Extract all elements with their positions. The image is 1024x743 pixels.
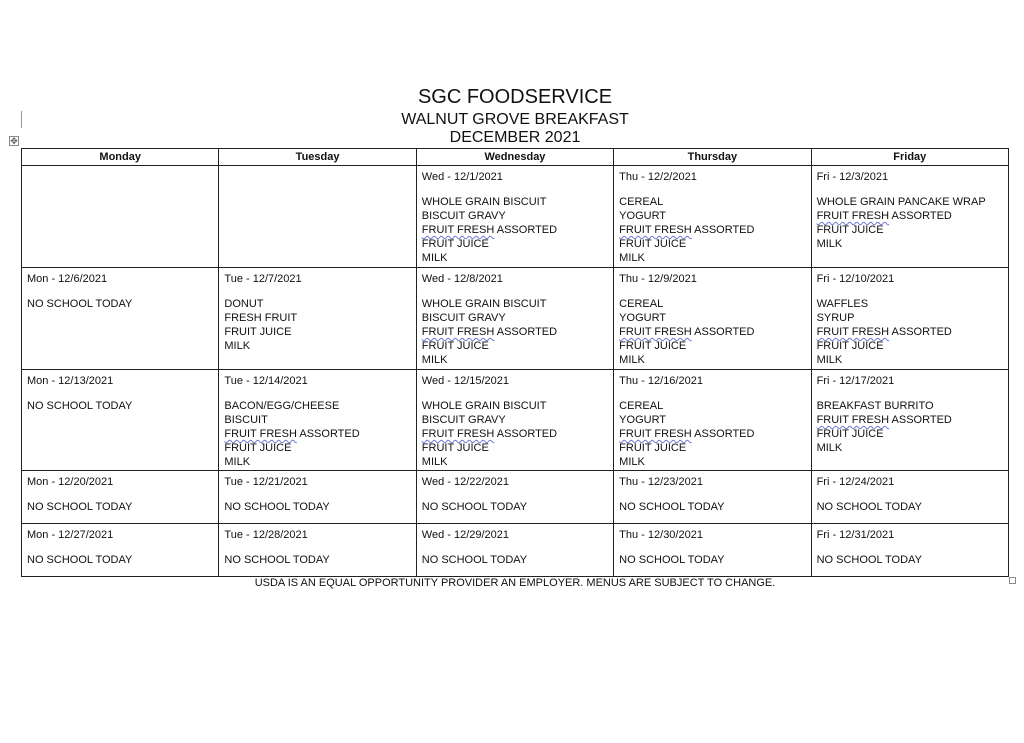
day-date: Tue - 12/7/2021 [224,273,302,285]
day-date: Fri - 12/3/2021 [816,171,889,183]
menu-item: MILK [816,354,843,366]
day-cell-friday [811,370,1008,471]
menu-item: NO SCHOOL TODAY [27,298,133,310]
menu-item: FRUIT FRESH ASSORTED [816,210,952,222]
week-row [22,166,1009,268]
menu-item: WAFFLES [816,298,869,310]
menu-item: NO SCHOOL TODAY [224,554,330,566]
day-date: Mon - 12/20/2021 [27,476,114,488]
week-row [22,524,1009,577]
menu-item: FRUIT JUICE [421,340,489,352]
menu-item: MILK [816,442,843,454]
menu-item: FRUIT FRESH ASSORTED [816,414,952,426]
menu-item: FRUIT FRESH ASSORTED [224,428,360,440]
menu-item: NO SCHOOL TODAY [816,501,922,513]
day-date: Wed - 12/1/2021 [421,171,503,183]
menu-item: FRUIT JUICE [421,442,489,454]
day-date: Fri - 12/31/2021 [816,529,895,541]
day-cell-wednesday [416,471,613,524]
menu-item: FRUIT JUICE [619,442,687,454]
menu-item: NO SCHOOL TODAY [27,501,133,513]
menu-item: WHOLE GRAIN BISCUIT [421,196,547,208]
column-header-wednesday: Wednesday [416,149,613,166]
menu-item: FRUIT JUICE [816,224,884,236]
menu-item: FRUIT JUICE [816,340,884,352]
menu-item: FRUIT JUICE [224,326,292,338]
day-date: Thu - 12/30/2021 [619,529,703,541]
week-row [22,268,1009,370]
menu-item: FRUIT FRESH ASSORTED [619,428,755,440]
day-date: Fri - 12/17/2021 [816,375,895,387]
table-resize-handle-icon[interactable] [1009,577,1016,584]
day-cell-wednesday [416,166,613,268]
page-title: SGC FOODSERVICE [417,86,613,108]
day-cell-tuesday [219,370,416,471]
menu-item: MILK [224,456,251,468]
day-cell-monday [22,268,219,370]
menu-item: NO SCHOOL TODAY [27,554,133,566]
column-header-friday: Friday [811,149,1008,166]
day-cell-monday [22,370,219,471]
week-row [22,370,1009,471]
day-cell-friday [811,166,1008,268]
menu-item: BISCUIT GRAVY [421,414,506,426]
menu-item: FRUIT JUICE [816,428,884,440]
day-date: Tue - 12/14/2021 [224,375,308,387]
menu-item: FRUIT FRESH ASSORTED [421,224,558,236]
day-date: Wed - 12/8/2021 [421,273,503,285]
menu-item: CEREAL [619,298,664,310]
day-cell-thursday [614,524,811,577]
day-cell-wednesday [416,268,613,370]
menu-item: NO SCHOOL TODAY [816,554,922,566]
column-header-tuesday: Tuesday [219,149,416,166]
menu-item: FRESH FRUIT [224,312,298,324]
column-header-thursday: Thursday [614,149,811,166]
day-cell-tuesday [219,524,416,577]
menu-item: MILK [619,456,645,468]
day-cell-friday [811,471,1008,524]
day-cell-thursday [614,268,811,370]
menu-item: FRUIT FRESH ASSORTED [619,326,755,338]
menu-month: DECEMBER 2021 [449,129,581,146]
menu-item: YOGURT [619,312,667,324]
menu-item: MILK [421,354,448,366]
day-date: Fri - 12/10/2021 [816,273,895,285]
menu-item: NO SCHOOL TODAY [619,501,725,513]
menu-item: MILK [619,252,645,264]
menu-item: YOGURT [619,210,667,222]
day-cell-friday [811,268,1008,370]
menu-item: FRUIT JUICE [619,238,687,250]
day-date: Thu - 12/9/2021 [619,273,697,285]
menu-item: MILK [224,340,251,352]
menu-item: FRUIT JUICE [421,238,489,250]
menu-item: DONUT [224,298,264,310]
menu-item: FRUIT FRESH ASSORTED [816,326,952,338]
day-cell-monday [22,524,219,577]
day-cell-monday [22,471,219,524]
day-date: Fri - 12/24/2021 [816,476,895,488]
menu-item: BREAKFAST BURRITO [816,400,934,412]
day-date: Wed - 12/29/2021 [421,529,510,541]
footer-notice: USDA IS AN EQUAL OPPORTUNITY PROVIDER AN EMPLOYER. MENUS ARE SUBJECT TO CHANGE. [254,577,776,589]
menu-item: CEREAL [619,400,664,412]
menu-item: WHOLE GRAIN BISCUIT [421,400,547,412]
day-cell-thursday [614,370,811,471]
menu-item: FRUIT JUICE [619,340,687,352]
menu-item: FRUIT FRESH ASSORTED [421,326,558,338]
day-cell-thursday [614,166,811,268]
day-date: Mon - 12/6/2021 [27,273,108,285]
menu-item: WHOLE GRAIN BISCUIT [421,298,547,310]
menu-item: NO SCHOOL TODAY [27,400,133,412]
menu-item: BISCUIT [224,414,268,426]
week-row [22,471,1009,524]
menu-item: FRUIT FRESH ASSORTED [421,428,558,440]
table-move-handle-icon[interactable]: ✥ [10,136,18,146]
menu-item: NO SCHOOL TODAY [421,554,528,566]
day-date: Thu - 12/16/2021 [619,375,703,387]
day-date: Mon - 12/13/2021 [27,375,114,387]
day-date: Thu - 12/2/2021 [619,171,697,183]
menu-item: BACON/EGG/CHEESE [224,400,340,412]
menu-item: MILK [619,354,645,366]
menu-item: BISCUIT GRAVY [421,210,506,222]
menu-item: BISCUIT GRAVY [421,312,506,324]
day-date: Mon - 12/27/2021 [27,529,114,541]
day-cell-thursday [614,471,811,524]
menu-subtitle: WALNUT GROVE BREAKFAST [401,111,629,128]
breakfast-menu-table [21,148,1009,577]
day-cell-monday [22,166,219,268]
menu-item: NO SCHOOL TODAY [619,554,725,566]
menu-item: SYRUP [816,312,855,324]
menu-item: MILK [816,238,843,250]
day-date: Wed - 12/15/2021 [421,375,510,387]
column-header-monday: Monday [22,149,219,166]
menu-item: FRUIT FRESH ASSORTED [619,224,755,236]
menu-item: CEREAL [619,196,664,208]
menu-body [22,166,1009,577]
weekday-header-row [22,149,1009,166]
menu-item: YOGURT [619,414,667,426]
menu-item: FRUIT JUICE [224,442,292,454]
menu-item: WHOLE GRAIN PANCAKE WRAP [816,196,986,208]
menu-item: MILK [421,456,448,468]
day-date: Tue - 12/28/2021 [224,529,308,541]
day-date: Tue - 12/21/2021 [224,476,308,488]
day-cell-tuesday [219,166,416,268]
menu-item: NO SCHOOL TODAY [224,501,330,513]
day-cell-wednesday [416,370,613,471]
day-cell-friday [811,524,1008,577]
menu-item: MILK [421,252,448,264]
day-cell-wednesday [416,524,613,577]
menu-item: NO SCHOOL TODAY [421,501,528,513]
day-cell-tuesday [219,471,416,524]
day-date: Wed - 12/22/2021 [421,476,510,488]
day-cell-tuesday [219,268,416,370]
day-date: Thu - 12/23/2021 [619,476,703,488]
